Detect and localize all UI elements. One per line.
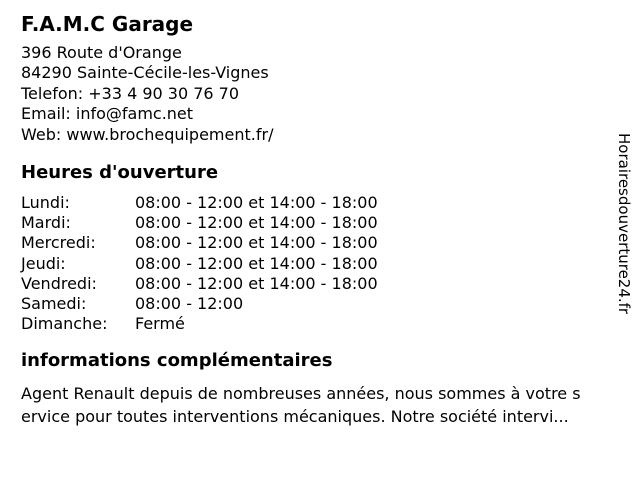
day-label: Jeudi:	[21, 253, 66, 273]
day-label: Mardi:	[21, 213, 71, 233]
web-line: Web: www.brochequipement.fr/	[21, 124, 274, 144]
address-city: 84290 Sainte-Cécile-les-Vignes	[21, 63, 269, 83]
phone-line: Telefon: +33 4 90 30 76 70	[21, 83, 240, 103]
day-label: Dimanche:	[21, 314, 108, 334]
hours-row-thursday	[21, 254, 640, 274]
additional-info-text	[21, 382, 640, 428]
email-line: Email: info@famc.net	[21, 104, 194, 124]
hours-row-tuesday	[21, 213, 640, 233]
hours-value: 08:00 - 12:00 et 14:00 - 18:00	[135, 213, 378, 233]
day-label: Samedi:	[21, 294, 87, 314]
hours-heading: Heures d'ouverture	[21, 162, 219, 184]
hours-row-monday	[21, 193, 640, 213]
hours-value: 08:00 - 12:00 et 14:00 - 18:00	[135, 233, 378, 253]
hours-row-sunday	[21, 314, 640, 334]
address-street: 396 Route d'Orange	[21, 43, 182, 62]
hours-row-friday	[21, 274, 640, 294]
hours-row-saturday	[21, 294, 640, 314]
hours-value: 08:00 - 12:00 et 14:00 - 18:00	[135, 253, 378, 273]
additional-info-heading: informations complémentaires	[21, 350, 333, 372]
hours-value: Fermé	[135, 314, 185, 334]
hours-table	[21, 193, 640, 334]
day-label: Vendredi:	[21, 273, 97, 293]
day-label: Mercredi:	[21, 233, 96, 253]
hours-row-wednesday	[21, 233, 640, 253]
page-title: F.A.M.C Garage	[21, 12, 194, 36]
info-text-line: ervice pour toutes interventions mécaniques. Notre société intervi...	[21, 407, 569, 427]
hours-value: 08:00 - 12:00 et 14:00 - 18:00	[135, 273, 378, 293]
site-watermark: Horairesdouverture24.fr	[615, 133, 633, 315]
day-label: Lundi:	[21, 193, 70, 213]
contact-block	[21, 43, 640, 145]
hours-value: 08:00 - 12:00 et 14:00 - 18:00	[135, 193, 378, 213]
info-text-line: Agent Renault depuis de nombreuses années, nous sommes à votre s	[21, 384, 581, 404]
hours-value: 08:00 - 12:00	[135, 294, 244, 314]
